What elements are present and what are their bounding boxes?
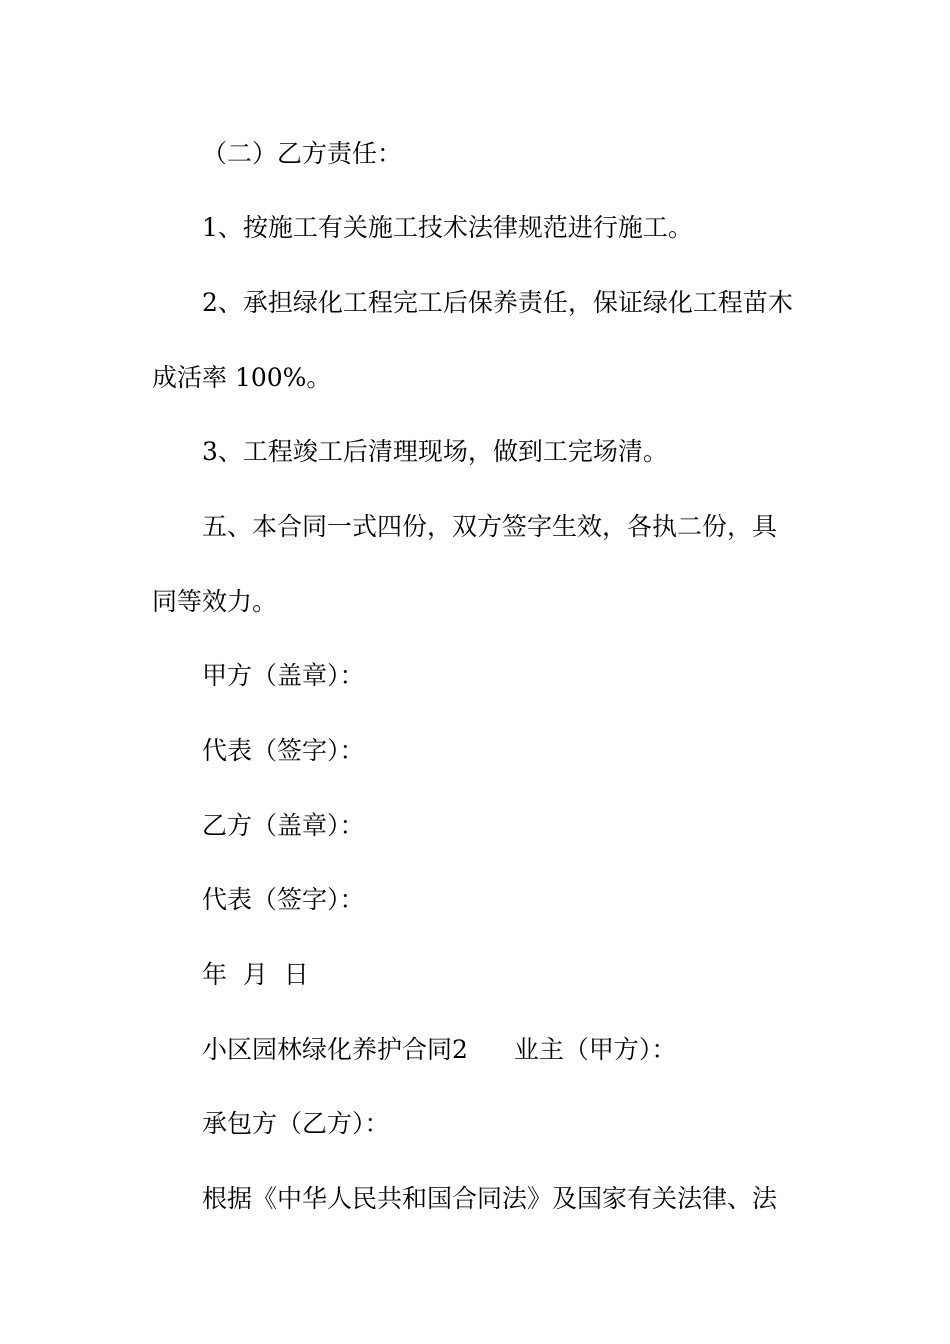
paragraph-line-2: 2、承担绿化工程完工后保养责任，保证绿化工程苗木 bbox=[202, 288, 793, 317]
representative-signature-label-2: 代表（签字）： bbox=[202, 885, 365, 914]
representative-signature-label-1: 代表（签字）： bbox=[202, 736, 365, 765]
owner-party-a-label: 业主（甲方）： bbox=[513, 1035, 677, 1064]
paragraph-line-7: 根据《中华人民共和国合同法》及国家有关法律、法 bbox=[202, 1184, 778, 1213]
paragraph-line-6: 同等效力。 bbox=[152, 587, 278, 616]
contract-title: 小区园林绿化养护合同2 bbox=[202, 1035, 468, 1064]
paragraph-line-5: 五、本合同一式四份，双方签字生效，各执二份，具 bbox=[202, 512, 778, 541]
paragraph-line-4: 3、工程竣工后清理现场，做到工完场清。 bbox=[202, 437, 668, 466]
party-a-seal-label: 甲方（盖章）： bbox=[202, 661, 365, 690]
section-heading-party-b-responsibility: （二）乙方责任： bbox=[202, 139, 403, 168]
party-b-seal-label: 乙方（盖章）： bbox=[202, 811, 365, 840]
date-text: 年 月 日 bbox=[202, 960, 309, 989]
contract-title-line bbox=[202, 1034, 862, 1066]
paragraph-line-3: 成活率 100%。 bbox=[152, 363, 332, 392]
date-label bbox=[202, 959, 862, 991]
contractor-party-b-label: 承包方（乙方）： bbox=[202, 1109, 390, 1138]
paragraph-line-1: 1、按施工有关施工技术法律规范进行施工。 bbox=[202, 213, 693, 242]
